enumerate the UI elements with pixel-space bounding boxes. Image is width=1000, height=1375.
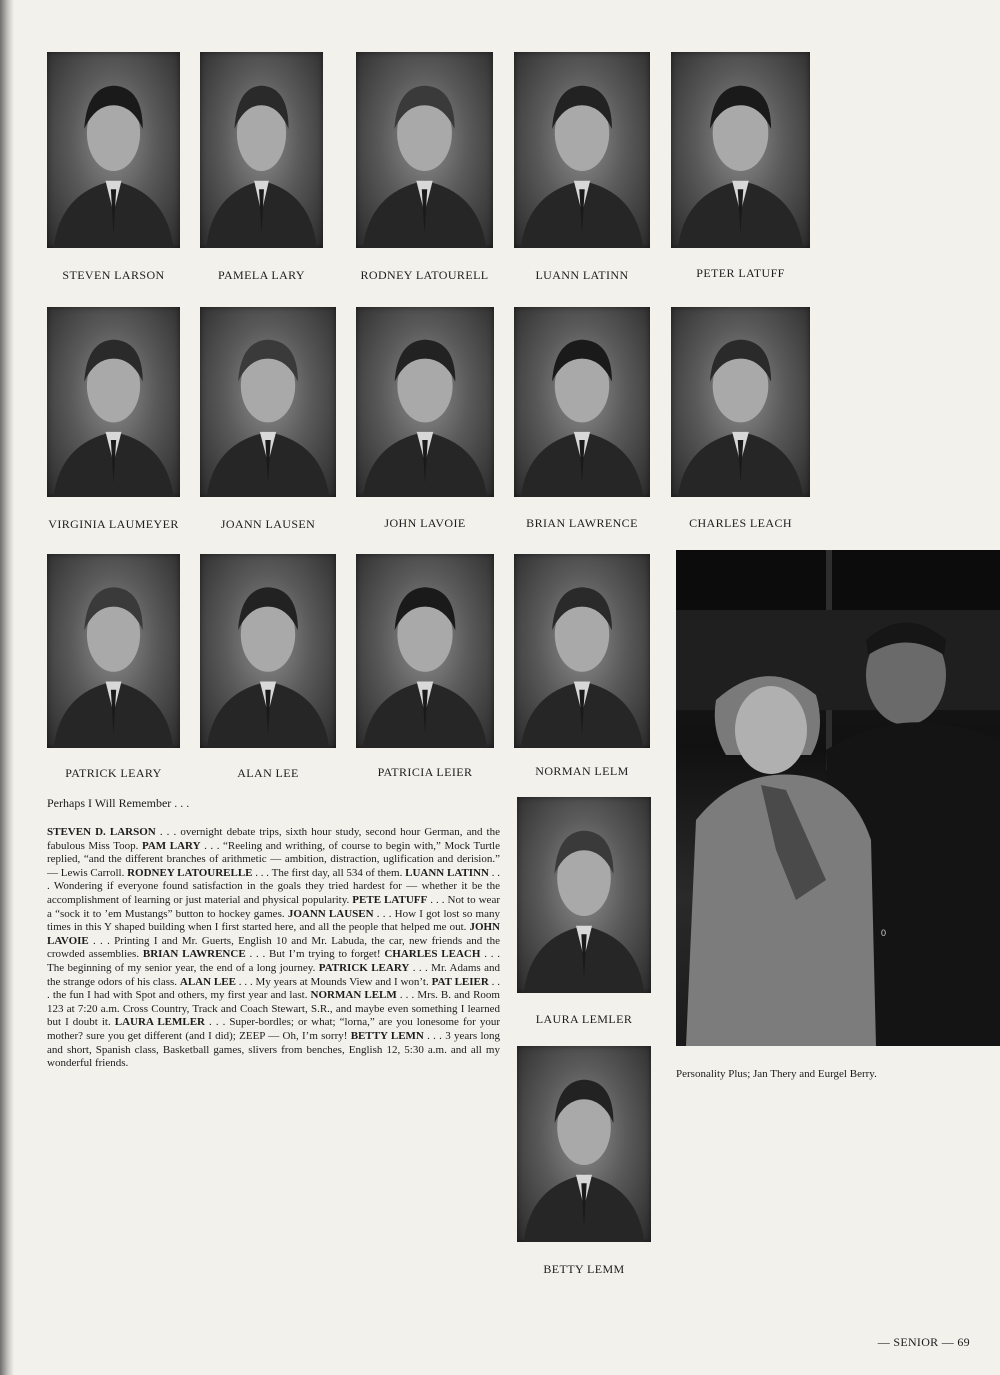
feature-photo-scene: [676, 550, 1000, 1046]
portrait-name: PATRICIA LEIER: [377, 765, 473, 779]
feature-photo-caption: Personality Plus; Jan Thery and Eurgel Berry.: [676, 1068, 877, 1080]
entry-name: JOANN LAUSEN: [287, 907, 374, 920]
entry-name: BETTY LEMN: [350, 1029, 424, 1042]
portrait-name: VIRGINIA LAUMEYER: [48, 517, 179, 531]
portrait-photo: [517, 1046, 651, 1242]
portrait-figure: [517, 797, 651, 993]
entry-name: PETE LATUFF: [352, 893, 428, 906]
portrait-figure: [47, 554, 180, 748]
remembrances-text: [47, 826, 500, 1071]
entry-text: . . . Mr. Adams and the strange odors of his class.: [47, 961, 500, 988]
portrait-photo: [356, 307, 494, 497]
portrait-name: PAMELA LARY: [218, 268, 305, 282]
portrait-name: BETTY LEMM: [543, 1262, 625, 1276]
portrait-figure: [356, 554, 494, 748]
portrait-figure: [671, 52, 810, 248]
portrait-photo: [47, 52, 180, 248]
entry-name: STEVEN D. LARSON: [47, 826, 156, 838]
portrait-photo: [200, 307, 336, 497]
entry-text: . . . How I got lost so many times in this Y shaped building when I first started here, and all the people that helped me out.: [47, 907, 500, 934]
portrait-photo: [356, 52, 493, 248]
portrait-photo: [47, 307, 180, 497]
portrait-name: JOHN LAVOIE: [384, 516, 466, 530]
portrait-name: LAURA LEMLER: [535, 1012, 633, 1026]
portrait-name: STEVEN LARSON: [62, 268, 165, 282]
entry-text: . . . But I’m trying to forget!: [245, 948, 385, 961]
entry-name: LAURA LEMLER: [114, 1016, 205, 1029]
portrait-name: ALAN LEE: [237, 766, 299, 780]
entry-name: RODNEY LATOURELLE: [127, 866, 253, 879]
portrait-photo: [517, 797, 651, 993]
entry-text: . . . overnight debate trips, sixth hour study, second hour German, and the fabulous Miss Toop.: [47, 826, 500, 852]
portrait-photo: [671, 307, 810, 497]
section-heading: Perhaps I Will Remember . . .: [47, 796, 190, 810]
portrait-photo: [356, 554, 494, 748]
portrait-figure: [200, 52, 323, 248]
entry-name: PATRICK LEARY: [318, 961, 410, 974]
portrait-photo: [200, 52, 323, 248]
entry-name: PAM LARY: [141, 839, 201, 852]
portrait-photo: [514, 52, 650, 248]
portrait-name: PATRICK LEARY: [65, 766, 162, 780]
entry-name: LUANN LATINN: [405, 866, 489, 879]
entry-text: . . . The beginning of my senior year, the end of a long journey.: [47, 948, 501, 974]
entry-text: . . . Mrs. B. and Room 123 at 7:20 a.m. Cross Country, Track and Coach Stewart, S.R., and maybe even something I learned but I doubt it.: [47, 989, 500, 1029]
entry-name: PAT LEIER: [431, 975, 489, 988]
portrait-photo: [47, 554, 180, 748]
entry-text: . . . the fun I had with Spot and others, my first year and last.: [47, 975, 501, 1002]
portrait-name: BRIAN LAWRENCE: [526, 516, 638, 530]
portrait-figure: [514, 307, 650, 497]
entry-text: . . . Printing I and Mr. Guerts, English 10 and Mr. Labuda, the car, new friends and the crowded assemblies.: [47, 934, 500, 961]
portrait-figure: [200, 554, 336, 748]
portrait-photo: [200, 554, 336, 748]
page-spine-shadow: [0, 0, 14, 1375]
entry-name: BRIAN LAWRENCE: [142, 948, 246, 961]
portrait-name: CHARLES LEACH: [689, 516, 792, 530]
entry-name: JOHN LAVOIE: [47, 921, 500, 947]
portrait-figure: [47, 307, 180, 497]
portrait-figure: [517, 1046, 651, 1242]
entry-text: . . . Not to wear a “sock it to ’em Mustangs” button to hockey games.: [47, 893, 500, 920]
feature-photo: [676, 550, 1000, 1046]
portrait-photo: [514, 307, 650, 497]
entry-text: . . . “Reeling and writhing, of course to begin with,” Mock Turtle replied, “and the different branches of arithmetic — ambition, distraction, uglification and derision.” — Lewis Carroll.: [47, 839, 500, 879]
portrait-figure: [356, 52, 493, 248]
entry-name: NORMAN LELM: [310, 989, 397, 1002]
portrait-figure: [514, 52, 650, 248]
portrait-name: RODNEY LATOURELL: [360, 268, 489, 282]
portrait-figure: [356, 307, 494, 497]
portrait-photo: [514, 554, 650, 748]
portrait-figure: [514, 554, 650, 748]
entry-name: ALAN LEE: [179, 975, 236, 988]
portrait-figure: [47, 52, 180, 248]
entry-text: . . . Wondering if everyone found satisfaction in the goals they tried hardest for — whether it be the accomplishment of learning or just material and physical popularity.: [47, 866, 501, 906]
portrait-name: JOANN LAUSEN: [220, 517, 316, 531]
entry-text: . . . The first day, all 534 of them.: [252, 866, 406, 879]
entry-text: . . . 3 years long and short, Spanish class, Basketball games, slivers from benches, English 12, 5:30 a.m. and all my wonderful friends.: [47, 1029, 501, 1070]
portrait-figure: [200, 307, 336, 497]
entry-name: CHARLES LEACH: [384, 948, 481, 961]
portrait-name: NORMAN LELM: [535, 764, 629, 778]
entry-text: . . . My years at Mounds View and I won’t.: [235, 975, 432, 988]
page-folio: — SENIOR — 69: [877, 1335, 970, 1349]
entry-text: . . . Super-bordles; or what; “lorna,” are you lonesome for your mother? sure you get different (and I did); ZEEP — Oh, I’m sorry!: [47, 1016, 500, 1042]
portrait-name: LUANN LATINN: [535, 268, 629, 282]
portrait-name: PETER LATUFF: [696, 266, 785, 280]
photo-mark: 0: [881, 928, 887, 938]
portrait-figure: [671, 307, 810, 497]
portrait-photo: [671, 52, 810, 248]
